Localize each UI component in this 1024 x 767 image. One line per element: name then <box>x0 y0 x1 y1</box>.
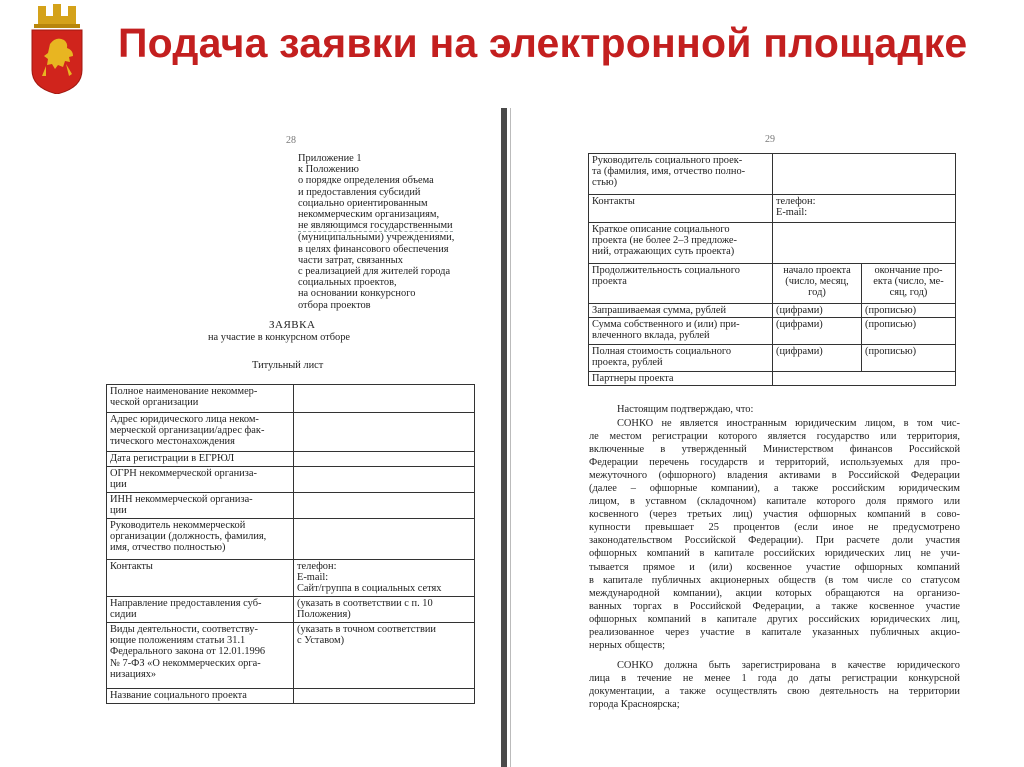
paragraph-offshore <box>589 417 960 652</box>
appendix-line: на основании конкурсного <box>298 288 416 300</box>
row-label: Направление предоставления суб- сидии <box>107 597 294 623</box>
table-row <box>107 385 475 413</box>
table-row <box>589 345 956 372</box>
paragraph-line: тывается прямое и (или) косвенное участие офшорных компаний <box>589 561 960 573</box>
form-title: ЗАЯВКА <box>269 319 316 331</box>
appendix-line: социальных проектов, <box>298 277 397 289</box>
paragraph-line: лицом, в уставном (складочном) капитале которого доля прямого или <box>589 496 960 508</box>
page-divider <box>501 108 507 767</box>
amount-digits: (цифрами) <box>773 304 862 318</box>
row-label: Контакты <box>589 195 773 223</box>
amount-digits: (цифрами) <box>773 318 862 345</box>
city-coat-of-arms <box>28 4 86 94</box>
appendix-line: некоммерческим организациям, <box>298 209 440 221</box>
amount-digits: (цифрами) <box>773 345 862 372</box>
appendix-line: о порядке определения объема <box>298 175 434 187</box>
title-sheet-heading: Титульный лист <box>252 360 324 371</box>
paragraph-line: лица в течение не менее 1 года до даты регистрации конкурсной <box>589 673 960 685</box>
row-label: Адрес юридического лица неком- мерческой организации/адрес фак- тического местонахождения <box>107 413 294 452</box>
appendix-caption <box>298 153 454 311</box>
table-row <box>589 304 956 318</box>
form-subtitle: на участие в конкурсном отборе <box>208 332 351 343</box>
crown-icon <box>34 4 80 28</box>
paragraph-line: международной компании), акции которых обращаются на организо- <box>589 587 960 599</box>
paragraph-line: ле местом регистрации которого является государство или территория, <box>589 431 960 443</box>
table-row <box>107 413 475 452</box>
paragraph-line: документации, а также осуществлять свою деятельность на территории <box>589 686 960 698</box>
row-label: Партнеры проекта <box>589 372 773 386</box>
row-value[interactable] <box>773 372 956 386</box>
paragraph-line: законодательством Российской Федерации). При расчете доли участия <box>589 535 960 547</box>
row-label: Краткое описание социального проекта (не более 2–3 предложе- ний, отражающих суть проекта) <box>589 223 773 264</box>
table-row <box>589 318 956 345</box>
row-value: телефон: E-mail: <box>773 195 956 223</box>
paragraph-line: СОНКО не является иностранным юридическим лицом, в том чис- <box>617 418 960 429</box>
row-label: Полная стоимость социального проекта, рублей <box>589 345 773 372</box>
row-label: Руководитель некоммерческой организации (должность, фамилия, имя, отчество полностью) <box>107 519 294 560</box>
duration-end: окончание про- екта (число, ме- сяц, год) <box>862 264 956 304</box>
amount-words: (прописью) <box>862 304 956 318</box>
row-label: Запрашиваемая сумма, рублей <box>589 304 773 318</box>
appendix-line: к Положению <box>298 164 359 176</box>
row-label: Продолжительность социального проекта <box>589 264 773 304</box>
appendix-line: в целях финансового обеспечения <box>298 243 449 255</box>
row-value[interactable] <box>294 467 475 493</box>
row-label: ИНН некоммерческой организа- ции <box>107 493 294 519</box>
table-row <box>107 689 475 704</box>
paragraph-line: реализованное через участие в капитале указанных публичных акцио- <box>589 626 960 638</box>
table-row <box>589 223 956 264</box>
row-label: Название социального проекта <box>107 689 294 704</box>
paragraph-registration <box>589 659 960 711</box>
appendix-line: отбора проектов <box>298 299 371 311</box>
appendix-line: (муниципальными) учреждениями, <box>298 232 455 244</box>
table-row <box>107 597 475 623</box>
amount-words: (прописью) <box>862 345 956 372</box>
confirm-intro: Настоящим подтверждаю, что: <box>617 404 754 415</box>
table-row <box>589 264 956 304</box>
row-value[interactable] <box>773 154 956 195</box>
paragraph-line: СОНКО должна быть зарегистрирована в качестве юридического <box>617 660 960 671</box>
paragraph-line: ванных торгах в Российской Федерации, а также косвенное участие <box>589 600 960 612</box>
row-value[interactable] <box>294 413 475 452</box>
row-value[interactable] <box>294 452 475 467</box>
paragraph-line: офшорных компаний в капитале российских юридических лиц не учи- <box>589 548 960 560</box>
right-page-number: 29 <box>765 134 775 145</box>
appendix-line: и предоставления субсидий <box>298 186 421 198</box>
row-label: ОГРН некоммерческой организа- ции <box>107 467 294 493</box>
table-row <box>107 452 475 467</box>
appendix-line: социально ориентированным <box>298 197 428 209</box>
row-value[interactable] <box>294 385 475 413</box>
paragraph-line: города Красноярска; <box>589 699 680 711</box>
appendix-line: не являющимся государственными <box>298 220 453 232</box>
row-label: Дата регистрации в ЕГРЮЛ <box>107 452 294 467</box>
slide-title: Подача заявки на электронной площадке <box>118 20 968 66</box>
row-label: Контакты <box>107 560 294 597</box>
row-label: Сумма собственного и (или) при- влеченного вклада, рублей <box>589 318 773 345</box>
table-row <box>107 493 475 519</box>
page-divider-shadow <box>510 108 511 767</box>
table-row <box>107 519 475 560</box>
paragraph-line: (далее – офшорные компании), а также российским юридическим <box>589 483 960 495</box>
duration-start: начало проекта (число, месяц, год) <box>773 264 862 304</box>
amount-words: (прописью) <box>862 318 956 345</box>
appendix-line: с реализацией для жителей города <box>298 266 451 278</box>
table-row <box>589 154 956 195</box>
paragraph-line: нерных обществ; <box>589 639 666 651</box>
paragraph-line: Федерации перечень государств и территорий, используемых для про- <box>589 457 960 469</box>
paragraph-line: включенные в утвержденный Министерством финансов Российской <box>589 444 960 456</box>
paragraph-line: межуточного (офшорного) владения активами в Российской Федерации <box>589 470 960 482</box>
table-row <box>107 467 475 493</box>
paragraph-line: косвенного (через третьих лиц) участия офшорных компаний в сово- <box>589 509 960 521</box>
appendix-line: части затрат, связанных <box>298 254 403 266</box>
project-table <box>588 153 956 386</box>
row-value[interactable] <box>294 493 475 519</box>
table-row <box>107 623 475 689</box>
appendix-line: Приложение 1 <box>298 153 362 164</box>
paragraph-line: купности превышает 25 процентов (если иное не предусмотрено <box>589 522 960 534</box>
table-row <box>589 195 956 223</box>
left-page-number: 28 <box>286 135 296 146</box>
row-label: Руководитель социального проек- та (фамилия, имя, отчество полно- стью) <box>589 154 773 195</box>
row-label: Виды деятельности, соответству- ющие положениям статьи 31.1 Федерального закона от 12.01.1996 № 7-ФЗ «О некоммерческих орга- низациях» <box>107 623 294 689</box>
table-row <box>589 372 956 386</box>
row-value[interactable] <box>294 689 475 704</box>
row-value: (указать в соответствии с п. 10 Положения) <box>294 597 475 623</box>
row-value: телефон: E-mail: Сайт/группа в социальных сетях <box>294 560 475 597</box>
title-sheet-table <box>106 384 475 704</box>
row-value[interactable] <box>294 519 475 560</box>
paragraph-line: в капитале публичных акционерных обществ (в том числе со статусом <box>589 574 960 586</box>
row-label: Полное наименование некоммер- ческой организации <box>107 385 294 413</box>
row-value[interactable] <box>773 223 956 264</box>
paragraph-line: офшорных компаний в капитале других российских юридических лиц, <box>589 613 960 625</box>
table-row <box>107 560 475 597</box>
row-value: (указать в точном соответствии с Уставом) <box>294 623 475 689</box>
